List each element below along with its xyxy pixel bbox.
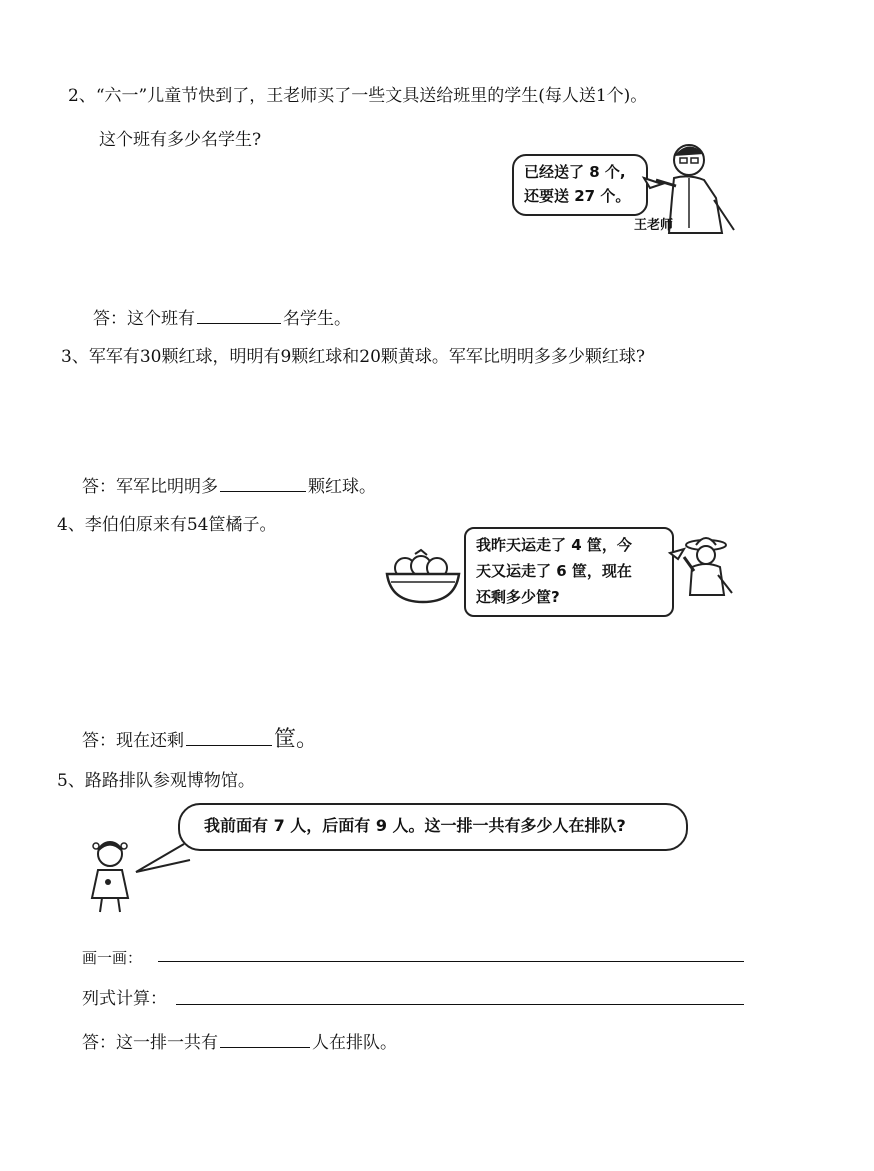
q2-answer-blank[interactable] (197, 307, 281, 324)
q2-text-line2: 这个班有多少名学生? (99, 130, 262, 150)
q4-bubble-line3: 还剩多少筐? (476, 588, 560, 606)
q4-answer (82, 729, 318, 751)
q2-speech-bubble (512, 154, 648, 216)
q4-bubble-line1: 我昨天运走了 4 筐，今 (476, 536, 632, 554)
q5-draw-label: 画一画： (82, 949, 143, 967)
q5-text: 5、路路排队参观博物馆。 (57, 771, 255, 791)
q2-text-line1: 2、“六一”儿童节快到了，王老师买了一些文具送给班里的学生(每人送1个)。 (68, 86, 648, 106)
orange-basket-illustration (385, 548, 461, 606)
q5-calc-line[interactable] (176, 1004, 744, 1005)
q3-answer (82, 475, 376, 497)
q2-bubble-line2: 还要送 27 个。 (524, 187, 631, 205)
q5-speech-bubble (178, 803, 688, 851)
q5-bubble-text: 我前面有 7 人，后面有 9 人。这一排一共有多少人在排队? (204, 816, 626, 835)
farmer-illustration (668, 535, 738, 605)
q2-bubble-line1: 已经送了 8 个, (524, 163, 626, 181)
q5-answer-blank[interactable] (220, 1031, 310, 1048)
q4-answer-suffix: 筐。 (274, 727, 319, 752)
q2-answer-suffix: 名学生。 (283, 309, 351, 329)
q3-answer-suffix: 颗红球。 (308, 477, 376, 497)
q2-answer-prefix: 答：这个班有 (93, 309, 195, 329)
q5-draw-line[interactable] (158, 961, 744, 962)
q3-text: 3、军军有30颗红球，明明有9颗红球和20颗黄球。军军比明明多多少颗红球? (61, 347, 646, 367)
q4-bubble-line2: 天又运走了 6 筐，现在 (476, 562, 632, 580)
q5-answer-suffix: 人在排队。 (312, 1033, 397, 1053)
q4-answer-blank[interactable] (186, 729, 272, 746)
q4-speech-bubble (464, 527, 674, 617)
q5-calc-label: 列式计算： (82, 989, 167, 1009)
q4-answer-prefix: 答：现在还剩 (82, 731, 184, 751)
q5-answer (82, 1031, 397, 1053)
q5-answer-prefix: 答：这一排一共有 (82, 1033, 218, 1053)
q4-text: 4、李伯伯原来有54筐橘子。 (57, 515, 277, 535)
q2-teacher-caption: 王老师 (634, 218, 674, 233)
q3-answer-prefix: 答：军军比明明多 (82, 477, 218, 497)
q2-answer (93, 307, 351, 329)
q3-answer-blank[interactable] (220, 475, 306, 492)
